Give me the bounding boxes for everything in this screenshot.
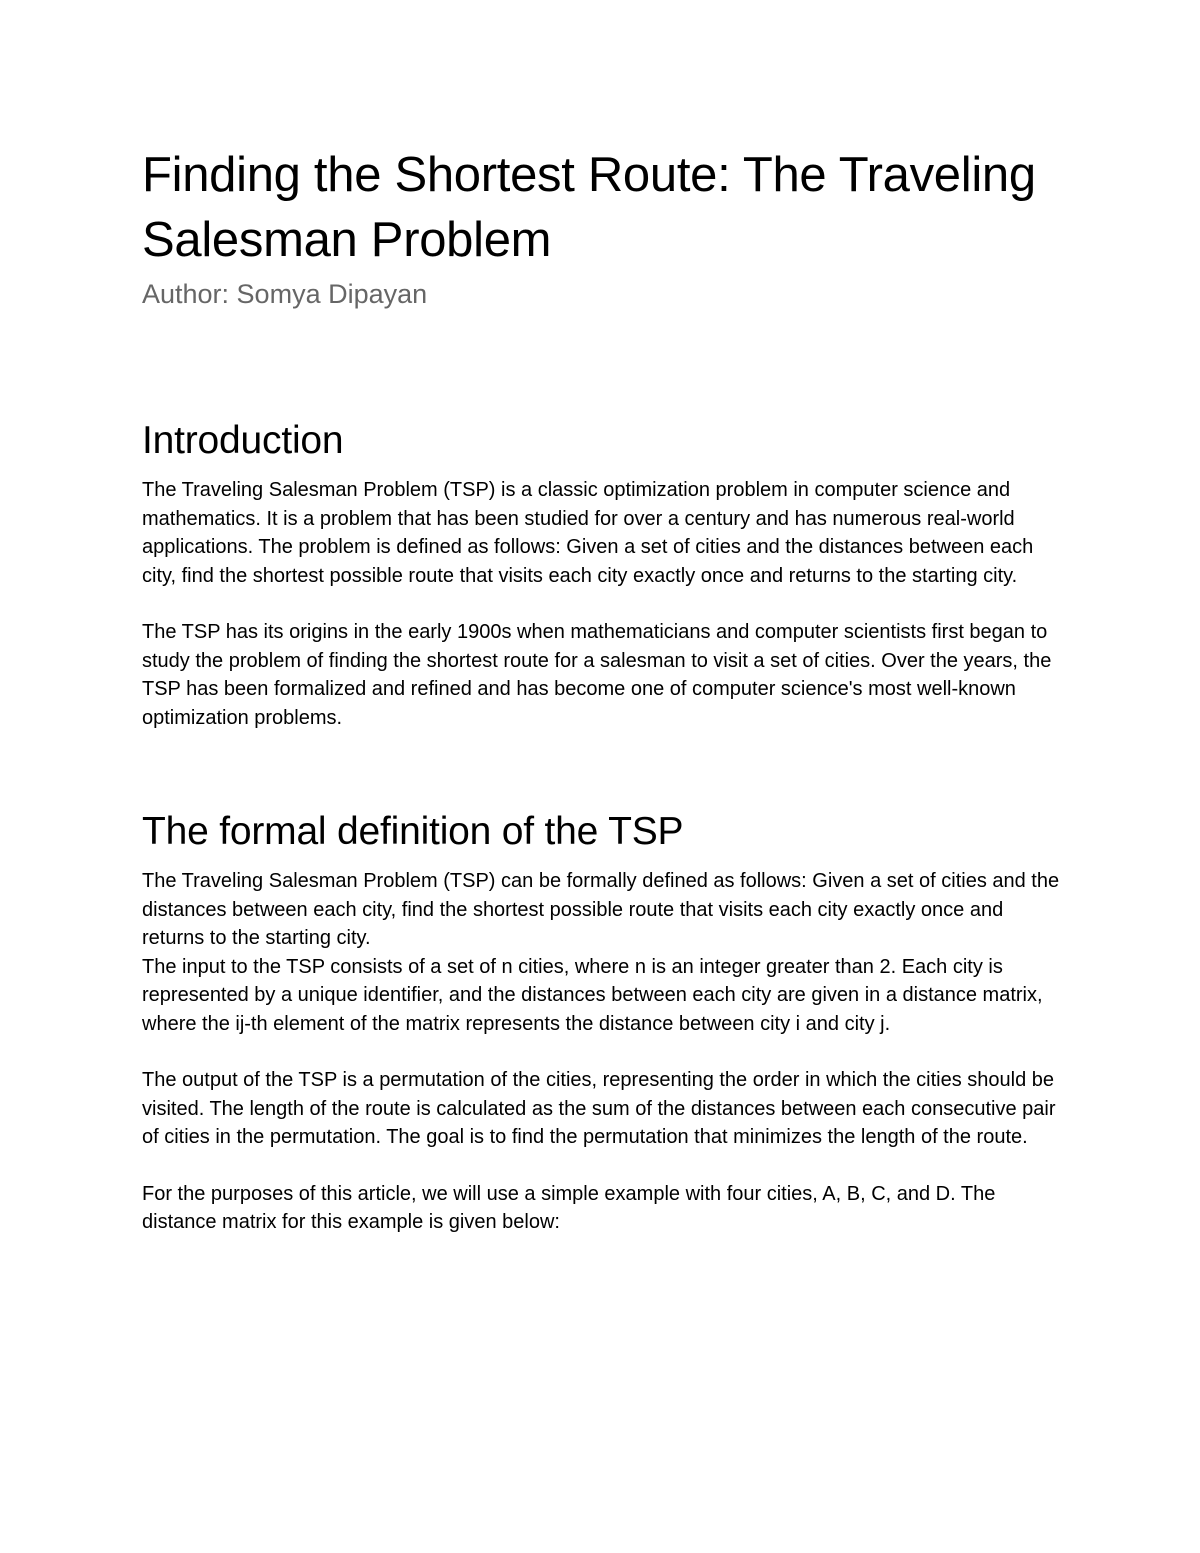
document-title: Finding the Shortest Route: The Traveling Salesman Problem bbox=[142, 148, 1036, 267]
document-body bbox=[142, 143, 1062, 1237]
paragraph: The TSP has its origins in the early 1900s when mathematicians and computer scientists first began to study the problem of finding the shortest route for a salesman to visit a set of cities. Over the years, the TSP has been formalized and refined and has become one of computer science's most well-known optimization problems. bbox=[142, 621, 1052, 729]
section-heading-introduction: Introduction bbox=[142, 419, 344, 462]
paragraph: The Traveling Salesman Problem (TSP) can be formally defined as follows: Given a set of cities and the distances between each city, find the shortest possible route that visits each city exactly once and returns to the starting city. bbox=[142, 870, 1060, 949]
section-introduction bbox=[142, 417, 1062, 732]
section-formal-definition bbox=[142, 808, 1062, 1237]
paragraph: For the purposes of this article, we will use a simple example with four cities, A, B, C, and D. The distance matrix for this example is given below: bbox=[142, 1182, 996, 1233]
paragraph: The input to the TSP consists of a set of n cities, where n is an integer greater than 2. Each city is represented by a unique identifier, and the distances between each city are given in a distance matrix, where the ij-th element of the matrix represents the distance between city i and city j. bbox=[142, 955, 1043, 1035]
document-author: Author: Somya Dipayan bbox=[142, 279, 428, 309]
section-heading-formal-definition: The formal definition of the TSP bbox=[142, 810, 684, 853]
paragraph: The Traveling Salesman Problem (TSP) is a classic optimization problem in computer science and mathematics. It is a problem that has been studied for over a century and has numerous real-world applications. The problem is defined as follows: Given a set of cities and the distances between each city, find the shortest possible route that visits each city exactly once and returns to the starting city. bbox=[142, 479, 1034, 587]
paragraph: The output of the TSP is a permutation of the cities, representing the order in which the cities should be visited. The length of the route is calculated as the sum of the distances between each consecutive pair of cities in the permutation. The goal is to find the permutation that minimizes the length of the route. bbox=[142, 1069, 1056, 1148]
